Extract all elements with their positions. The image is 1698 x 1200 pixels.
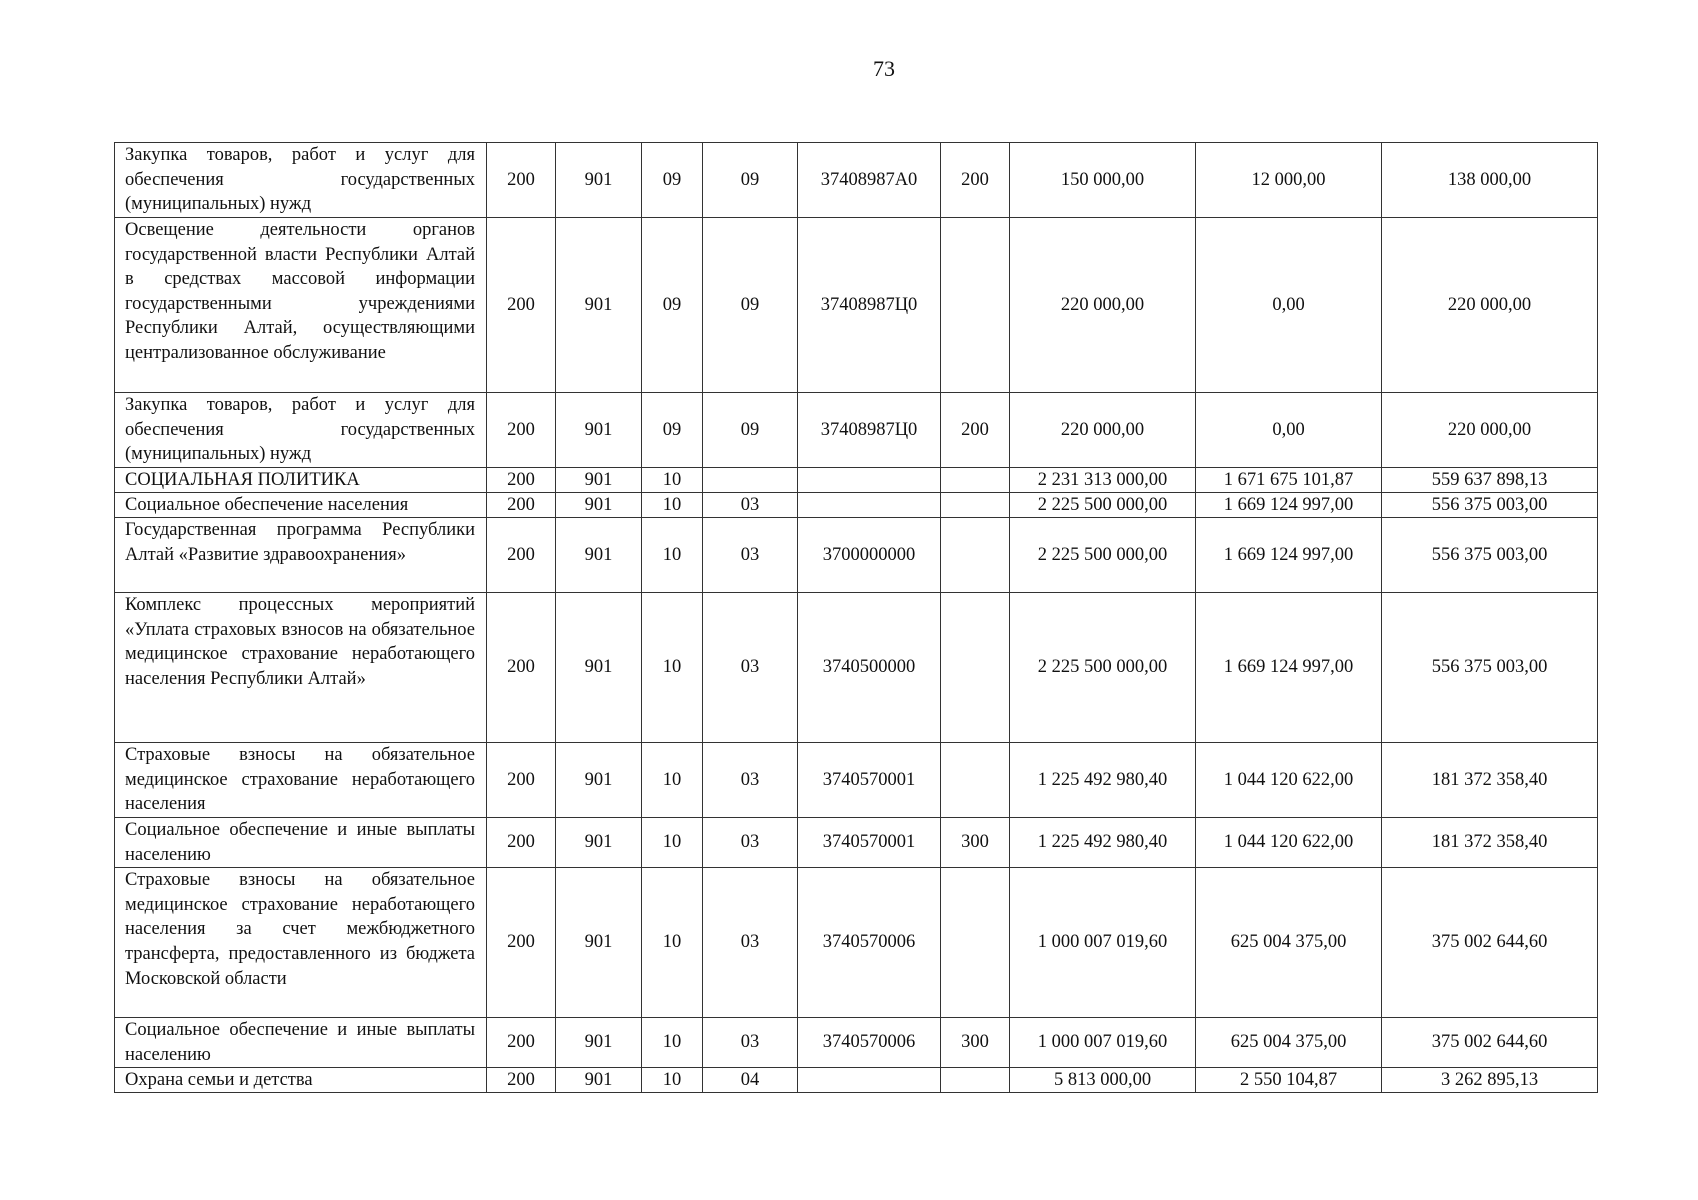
expense-type-cell bbox=[941, 493, 1010, 518]
row-name-cell: Комплекс процессных мероприятий «Уплата страховых взносов на обязательное медицинское страхование неработающего населения Республики Алтай» bbox=[115, 593, 487, 743]
subsection-code-cell: 03 bbox=[703, 868, 798, 1018]
remaining-amount-cell: 220 000,00 bbox=[1382, 218, 1598, 393]
target-article-cell: 37408987Ц0 bbox=[798, 393, 941, 468]
subsection-code-cell bbox=[703, 468, 798, 493]
executed-amount-cell: 0,00 bbox=[1196, 393, 1382, 468]
section-code-cell: 10 bbox=[642, 593, 703, 743]
target-article-cell: 3700000000 bbox=[798, 518, 941, 593]
executed-amount-cell: 1 669 124 997,00 bbox=[1196, 593, 1382, 743]
admin-code-cell: 200 bbox=[487, 393, 556, 468]
target-article-cell: 3740570001 bbox=[798, 818, 941, 868]
page-number: 73 bbox=[873, 56, 895, 81]
row-name-cell: Страховые взносы на обязательное медицинское страхование неработающего населения за счет межбюджетного трансферта, предоставленного из бюджета Московской области bbox=[115, 868, 487, 1018]
remaining-amount-cell: 375 002 644,60 bbox=[1382, 868, 1598, 1018]
target-article-cell: 3740500000 bbox=[798, 593, 941, 743]
subsection-code-cell: 03 bbox=[703, 1018, 798, 1068]
admin-code-cell: 200 bbox=[487, 593, 556, 743]
admin-code-cell: 200 bbox=[487, 518, 556, 593]
table-row bbox=[115, 493, 1598, 518]
department-code-cell: 901 bbox=[556, 218, 642, 393]
target-article-cell bbox=[798, 1068, 941, 1093]
section-code-cell: 10 bbox=[642, 518, 703, 593]
section-code-cell: 10 bbox=[642, 868, 703, 1018]
table-row bbox=[115, 818, 1598, 868]
subsection-code-cell: 04 bbox=[703, 1068, 798, 1093]
remaining-amount-cell: 556 375 003,00 bbox=[1382, 493, 1598, 518]
remaining-amount-cell: 220 000,00 bbox=[1382, 393, 1598, 468]
department-code-cell: 901 bbox=[556, 593, 642, 743]
remaining-amount-cell: 375 002 644,60 bbox=[1382, 1018, 1598, 1068]
remaining-amount-cell: 138 000,00 bbox=[1382, 143, 1598, 218]
row-name-cell: Социальное обеспечение и иные выплаты населению bbox=[115, 1018, 487, 1068]
planned-amount-cell: 5 813 000,00 bbox=[1010, 1068, 1196, 1093]
remaining-amount-cell: 181 372 358,40 bbox=[1382, 743, 1598, 818]
planned-amount-cell: 1 000 007 019,60 bbox=[1010, 868, 1196, 1018]
expense-type-cell: 200 bbox=[941, 393, 1010, 468]
planned-amount-cell: 2 225 500 000,00 bbox=[1010, 493, 1196, 518]
planned-amount-cell: 220 000,00 bbox=[1010, 218, 1196, 393]
admin-code-cell: 200 bbox=[487, 1018, 556, 1068]
planned-amount-cell: 1 225 492 980,40 bbox=[1010, 743, 1196, 818]
row-name-cell: СОЦИАЛЬНАЯ ПОЛИТИКА bbox=[115, 468, 487, 493]
section-code-cell: 10 bbox=[642, 743, 703, 818]
budget-table bbox=[114, 142, 1598, 1093]
remaining-amount-cell: 3 262 895,13 bbox=[1382, 1068, 1598, 1093]
subsection-code-cell: 03 bbox=[703, 593, 798, 743]
row-name-cell: Страховые взносы на обязательное медицинское страхование неработающего населения bbox=[115, 743, 487, 818]
expense-type-cell bbox=[941, 593, 1010, 743]
admin-code-cell: 200 bbox=[487, 818, 556, 868]
budget-table-body bbox=[115, 143, 1598, 1093]
admin-code-cell: 200 bbox=[487, 143, 556, 218]
department-code-cell: 901 bbox=[556, 743, 642, 818]
row-name-cell: Социальное обеспечение населения bbox=[115, 493, 487, 518]
subsection-code-cell: 09 bbox=[703, 393, 798, 468]
target-article-cell: 3740570006 bbox=[798, 1018, 941, 1068]
expense-type-cell bbox=[941, 218, 1010, 393]
table-row bbox=[115, 143, 1598, 218]
table-row bbox=[115, 393, 1598, 468]
table-row bbox=[115, 593, 1598, 743]
expense-type-cell: 300 bbox=[941, 1018, 1010, 1068]
planned-amount-cell: 2 225 500 000,00 bbox=[1010, 593, 1196, 743]
target-article-cell bbox=[798, 493, 941, 518]
admin-code-cell: 200 bbox=[487, 1068, 556, 1093]
table-row bbox=[115, 1068, 1598, 1093]
remaining-amount-cell: 559 637 898,13 bbox=[1382, 468, 1598, 493]
subsection-code-cell: 03 bbox=[703, 493, 798, 518]
section-code-cell: 10 bbox=[642, 1068, 703, 1093]
row-name-cell: Охрана семьи и детства bbox=[115, 1068, 487, 1093]
executed-amount-cell: 625 004 375,00 bbox=[1196, 1018, 1382, 1068]
expense-type-cell bbox=[941, 1068, 1010, 1093]
table-row bbox=[115, 218, 1598, 393]
target-article-cell: 37408987Ц0 bbox=[798, 218, 941, 393]
subsection-code-cell: 09 bbox=[703, 143, 798, 218]
executed-amount-cell: 625 004 375,00 bbox=[1196, 868, 1382, 1018]
department-code-cell: 901 bbox=[556, 1068, 642, 1093]
section-code-cell: 09 bbox=[642, 218, 703, 393]
expense-type-cell bbox=[941, 743, 1010, 818]
remaining-amount-cell: 556 375 003,00 bbox=[1382, 518, 1598, 593]
section-code-cell: 10 bbox=[642, 493, 703, 518]
department-code-cell: 901 bbox=[556, 518, 642, 593]
executed-amount-cell: 2 550 104,87 bbox=[1196, 1068, 1382, 1093]
table-row bbox=[115, 518, 1598, 593]
planned-amount-cell: 2 231 313 000,00 bbox=[1010, 468, 1196, 493]
expense-type-cell: 300 bbox=[941, 818, 1010, 868]
remaining-amount-cell: 556 375 003,00 bbox=[1382, 593, 1598, 743]
planned-amount-cell: 1 000 007 019,60 bbox=[1010, 1018, 1196, 1068]
department-code-cell: 901 bbox=[556, 493, 642, 518]
planned-amount-cell: 2 225 500 000,00 bbox=[1010, 518, 1196, 593]
subsection-code-cell: 03 bbox=[703, 743, 798, 818]
department-code-cell: 901 bbox=[556, 393, 642, 468]
department-code-cell: 901 bbox=[556, 1018, 642, 1068]
subsection-code-cell: 09 bbox=[703, 218, 798, 393]
section-code-cell: 10 bbox=[642, 468, 703, 493]
table-row bbox=[115, 868, 1598, 1018]
admin-code-cell: 200 bbox=[487, 868, 556, 1018]
executed-amount-cell: 1 669 124 997,00 bbox=[1196, 493, 1382, 518]
department-code-cell: 901 bbox=[556, 868, 642, 1018]
row-name-cell: Закупка товаров, работ и услуг для обеспечения государственных (муниципальных) нужд bbox=[115, 393, 487, 468]
target-article-cell: 3740570001 bbox=[798, 743, 941, 818]
section-code-cell: 10 bbox=[642, 818, 703, 868]
expense-type-cell bbox=[941, 518, 1010, 593]
row-name-cell: Освещение деятельности органов государственной власти Республики Алтай в средствах массовой информации государственными учреждениями Республики Алтай, осуществляющими централизованное обслуживание bbox=[115, 218, 487, 393]
expense-type-cell bbox=[941, 868, 1010, 1018]
department-code-cell: 901 bbox=[556, 818, 642, 868]
executed-amount-cell: 1 669 124 997,00 bbox=[1196, 518, 1382, 593]
planned-amount-cell: 150 000,00 bbox=[1010, 143, 1196, 218]
admin-code-cell: 200 bbox=[487, 468, 556, 493]
section-code-cell: 09 bbox=[642, 143, 703, 218]
executed-amount-cell: 1 044 120 622,00 bbox=[1196, 743, 1382, 818]
target-article-cell bbox=[798, 468, 941, 493]
executed-amount-cell: 12 000,00 bbox=[1196, 143, 1382, 218]
department-code-cell: 901 bbox=[556, 468, 642, 493]
admin-code-cell: 200 bbox=[487, 493, 556, 518]
section-code-cell: 09 bbox=[642, 393, 703, 468]
executed-amount-cell: 1 671 675 101,87 bbox=[1196, 468, 1382, 493]
executed-amount-cell: 0,00 bbox=[1196, 218, 1382, 393]
expense-type-cell bbox=[941, 468, 1010, 493]
expense-type-cell: 200 bbox=[941, 143, 1010, 218]
table-row bbox=[115, 743, 1598, 818]
target-article-cell: 37408987А0 bbox=[798, 143, 941, 218]
subsection-code-cell: 03 bbox=[703, 518, 798, 593]
executed-amount-cell: 1 044 120 622,00 bbox=[1196, 818, 1382, 868]
remaining-amount-cell: 181 372 358,40 bbox=[1382, 818, 1598, 868]
table-row bbox=[115, 468, 1598, 493]
row-name-cell: Социальное обеспечение и иные выплаты населению bbox=[115, 818, 487, 868]
row-name-cell: Закупка товаров, работ и услуг для обеспечения государственных (муниципальных) нужд bbox=[115, 143, 487, 218]
department-code-cell: 901 bbox=[556, 143, 642, 218]
subsection-code-cell: 03 bbox=[703, 818, 798, 868]
target-article-cell: 3740570006 bbox=[798, 868, 941, 1018]
table-row bbox=[115, 1018, 1598, 1068]
row-name-cell: Государственная программа Республики Алтай «Развитие здравоохранения» bbox=[115, 518, 487, 593]
admin-code-cell: 200 bbox=[487, 743, 556, 818]
planned-amount-cell: 1 225 492 980,40 bbox=[1010, 818, 1196, 868]
planned-amount-cell: 220 000,00 bbox=[1010, 393, 1196, 468]
section-code-cell: 10 bbox=[642, 1018, 703, 1068]
admin-code-cell: 200 bbox=[487, 218, 556, 393]
